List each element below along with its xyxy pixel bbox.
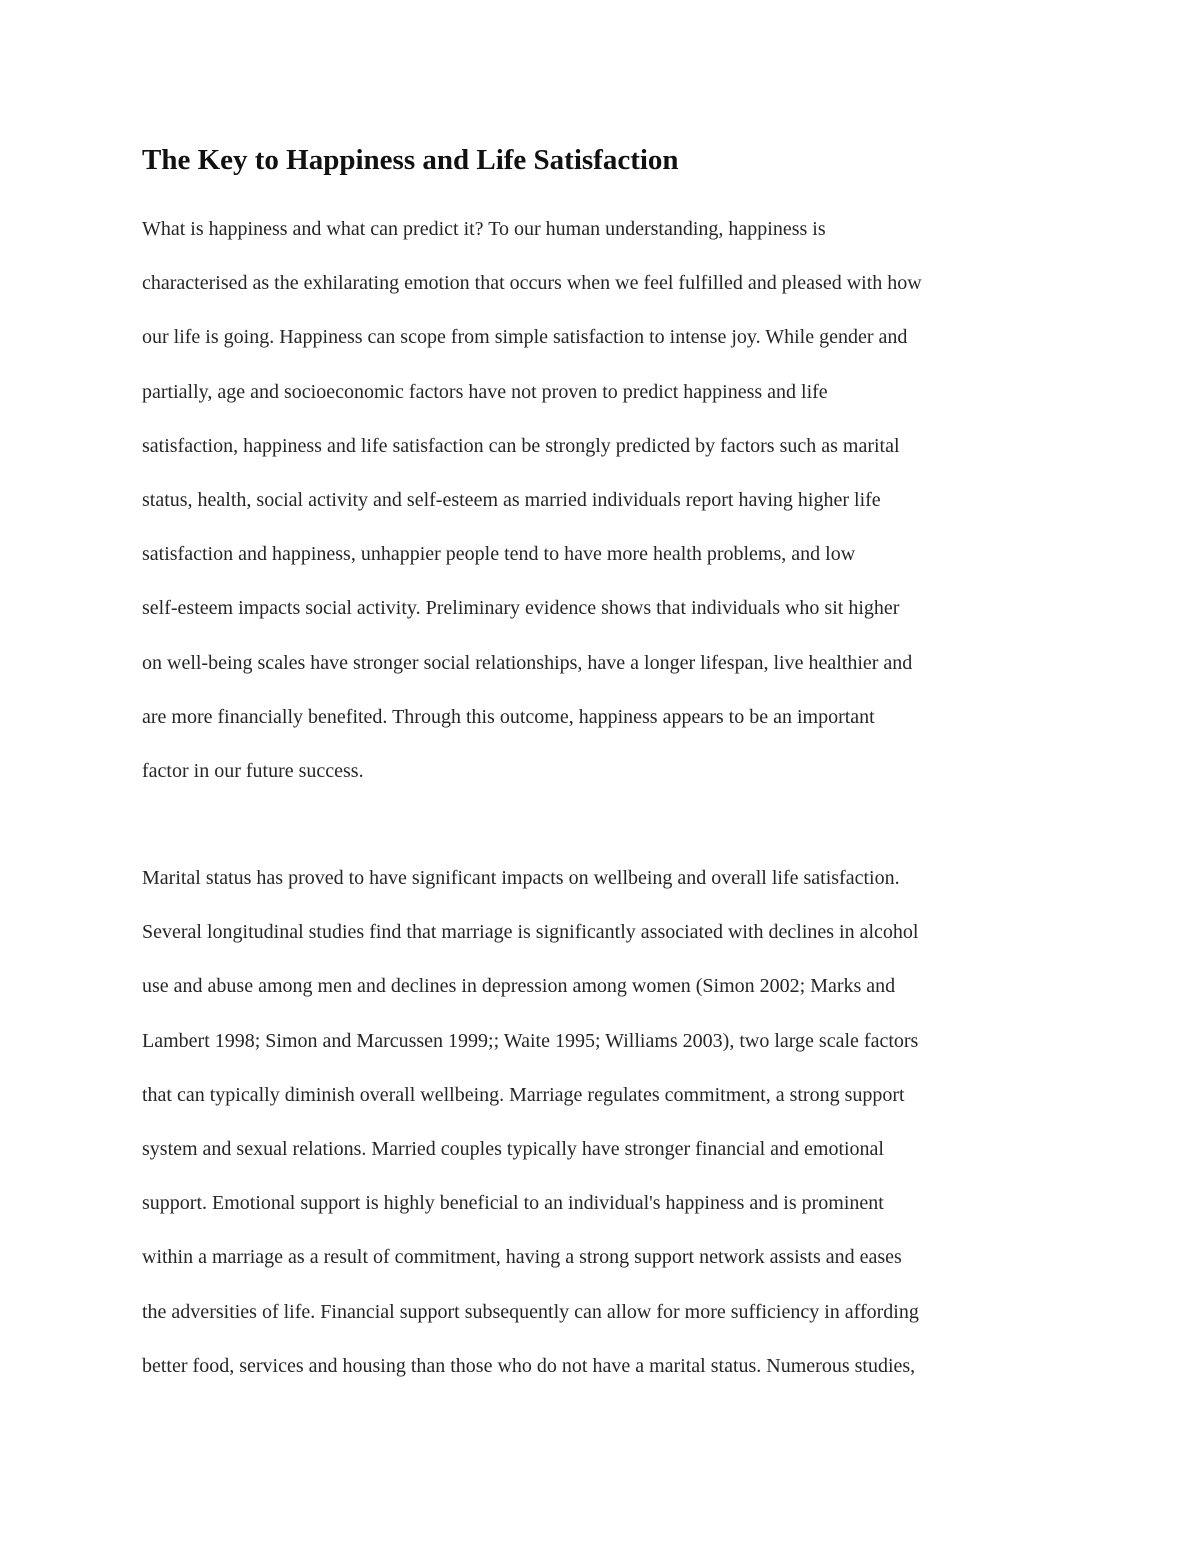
text-line: on well-being scales have stronger social relationships, have a longer lifespan, live healthier and xyxy=(142,651,913,674)
text-line: system and sexual relations. Married couples typically have stronger financial and emotional xyxy=(142,1137,884,1160)
text-line: support. Emotional support is highly beneficial to an individual's happiness and is prominent xyxy=(142,1192,884,1215)
text-line: partially, age and socioeconomic factors have not proven to predict happiness and life xyxy=(142,380,828,403)
text-line: factor in our future success. xyxy=(142,759,364,782)
paragraph-marital-status xyxy=(142,851,1072,1393)
text-line: Lambert 1998; Simon and Marcussen 1999;; Waite 1995; Williams 2003), two large scale factors xyxy=(142,1029,919,1052)
text-line: Marital status has proved to have significant impacts on wellbeing and overall life satisfaction. xyxy=(142,867,900,889)
text-line: use and abuse among men and declines in depression among women (Simon 2002; Marks and xyxy=(142,975,896,998)
text-line: self-esteem impacts social activity. Preliminary evidence shows that individuals who sit higher xyxy=(142,597,900,620)
text-line: our life is going. Happiness can scope from simple satisfaction to intense joy. While gender and xyxy=(142,326,908,349)
text-line: What is happiness and what can predict it? To our human understanding, happiness is xyxy=(142,218,826,240)
text-line: status, health, social activity and self-esteem as married individuals report having higher life xyxy=(142,488,881,511)
text-line: characterised as the exhilarating emotion that occurs when we feel fulfilled and pleased with how xyxy=(142,272,922,295)
text-line: are more financially benefited. Through this outcome, happiness appears to be an important xyxy=(142,705,875,728)
text-line: that can typically diminish overall wellbeing. Marriage regulates commitment, a strong support xyxy=(142,1083,905,1106)
paragraph-introduction xyxy=(142,202,1072,798)
text-line: satisfaction and happiness, unhappier people tend to have more health problems, and low xyxy=(142,543,856,566)
text-line: better food, services and housing than those who do not have a marital status. Numerous studies, xyxy=(142,1354,916,1377)
text-line: the adversities of life. Financial support subsequently can allow for more sufficiency in affording xyxy=(142,1300,919,1323)
text-line: satisfaction, happiness and life satisfaction can be strongly predicted by factors such as marital xyxy=(142,434,900,457)
text-line: Several longitudinal studies find that marriage is significantly associated with declines in alcohol xyxy=(142,921,919,944)
text-line: within a marriage as a result of commitment, having a strong support network assists and eases xyxy=(142,1246,902,1269)
document-title: The Key to Happiness and Life Satisfaction xyxy=(142,144,679,176)
